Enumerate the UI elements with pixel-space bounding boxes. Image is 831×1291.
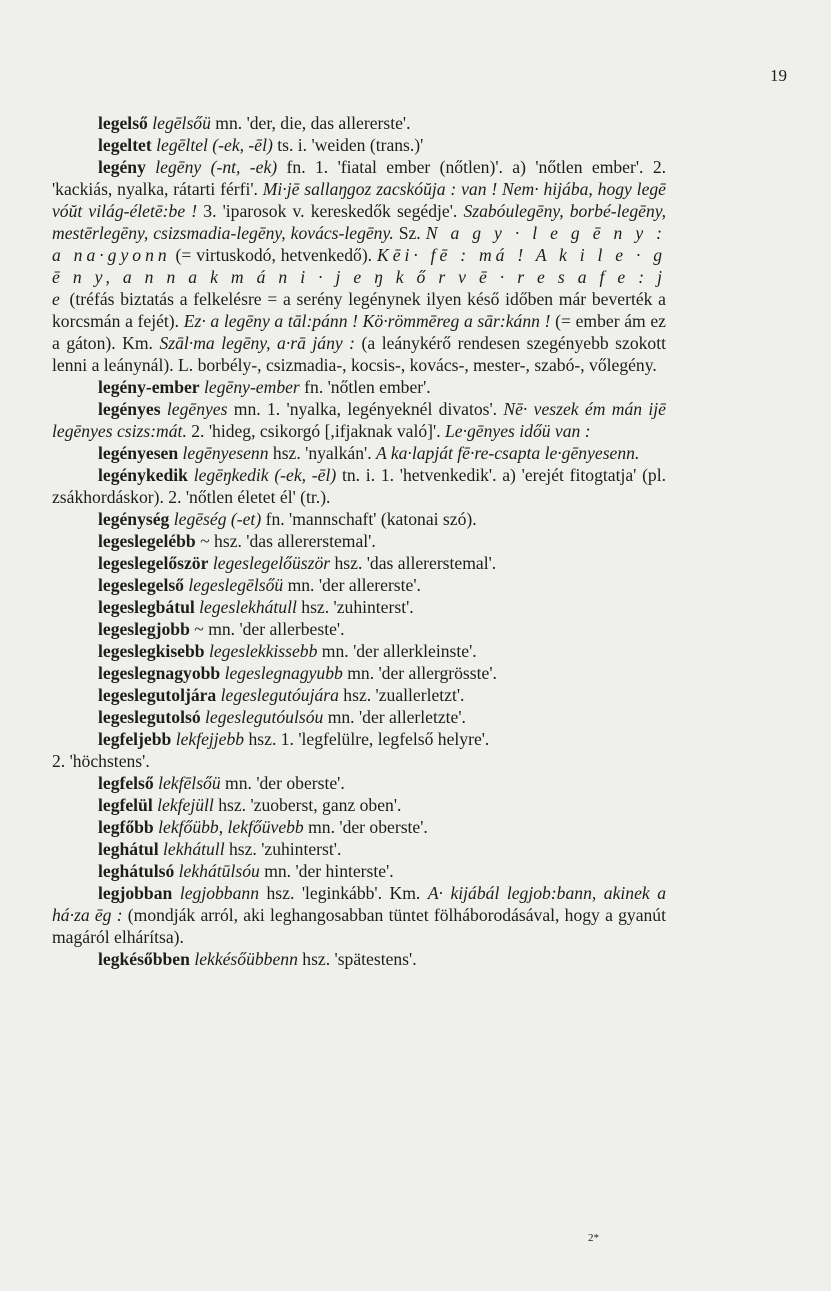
headword: legfelül: [98, 795, 153, 815]
entry-text: ts. i. 'weiden (trans.)': [272, 135, 424, 155]
entry-text: mn. 'der allererste'.: [283, 575, 421, 595]
dialect-form: A· kijábál legjob:bann, akinek a há·za ēg :: [52, 883, 666, 925]
dialect-form: Nē· veszek ém mán ijē legēnyes csizs:mát.: [52, 399, 666, 441]
dialect-form: legeslekkissebb: [208, 641, 318, 661]
dialect-form: lekfejjebb: [175, 729, 245, 749]
headword: legeslegelső: [98, 575, 184, 595]
entry-text: hsz. 'spätestens'.: [297, 949, 417, 969]
headword: legjobban: [98, 883, 173, 903]
dictionary-entry: [52, 838, 666, 860]
entry-text: Sz.: [393, 223, 426, 243]
dialect-form: legēség (-et): [173, 509, 262, 529]
dialect-form: legēlsőü: [152, 113, 211, 133]
dialect-form: legeslegutóulsóu: [205, 707, 324, 727]
dictionary-entry: [52, 112, 666, 134]
entry-text: mn. 'der allerletzte'.: [323, 707, 466, 727]
dialect-form: Szabóulegēny, borbé-legēny, mestērlegēny, csizsmadia-legēny, kovács-legēny.: [52, 201, 666, 243]
headword: legeslegkisebb: [98, 641, 205, 661]
dictionary-entry: [52, 662, 666, 684]
dictionary-entry: [52, 948, 666, 970]
dictionary-entry: [52, 464, 666, 508]
dictionary-entry: [52, 750, 666, 772]
entry-text: ~ mn. 'der allerbeste'.: [189, 619, 345, 639]
dialect-form: legeslegēlsőü: [188, 575, 284, 595]
dialect-form: legjobbann: [179, 883, 259, 903]
dialect-form: legēnyesenn: [182, 443, 269, 463]
dictionary-entry: [52, 640, 666, 662]
entry-text: hsz. 'zuoberst, ganz oben'.: [213, 795, 402, 815]
dictionary-entry: [52, 618, 666, 640]
dialect-form: legēŋkedik (-ek, -ēl): [193, 465, 337, 485]
dialect-form: lekkésőübbenn: [194, 949, 298, 969]
dictionary-entry: [52, 684, 666, 706]
entry-text: fn. 'nőtlen ember'.: [299, 377, 431, 397]
dialect-form: legeslekhátull: [199, 597, 297, 617]
entry-text: ~ hsz. 'das allererstemal'.: [195, 531, 376, 551]
dialect-form: legeslegutóujára: [220, 685, 339, 705]
entry-text: [172, 883, 180, 903]
dialect-form: lekfēlsőü: [158, 773, 221, 793]
headword: legfeljebb: [98, 729, 172, 749]
entry-text: mn. 'der allergrösste'.: [342, 663, 497, 683]
entry-text: [146, 157, 155, 177]
headword: leghátulsó: [98, 861, 175, 881]
entry-text: (mondják arról, aki leghangosabban tüntet fölháborodásával, hogy a gyanút magáról elhárítsa).: [52, 905, 666, 947]
dictionary-entry: [52, 134, 666, 156]
dialect-form: lekhátūlsóu: [178, 861, 260, 881]
headword: legény-ember: [98, 377, 200, 397]
entry-text: hsz. 'leginkább'. Km.: [259, 883, 428, 903]
headword: legeslegelőször: [98, 553, 209, 573]
spaced-proverb: Kēi· fē : má ! A k i l e · g ē n y, a n n a k m á n i · j e ŋ k ő r v ē · r e s a f e : j e: [52, 245, 667, 309]
dictionary-entry: [52, 574, 666, 596]
entry-text: (= ember ám ez a gáton). Km.: [52, 311, 666, 353]
headword: legelső: [98, 113, 148, 133]
headword: legénykedik: [98, 465, 188, 485]
dialect-form: Le·gēnyes időü van :: [445, 421, 591, 441]
entry-text: mn. 'der oberste'.: [303, 817, 428, 837]
dictionary-entries: [52, 112, 666, 970]
dictionary-entry: [52, 728, 666, 750]
entry-text: mn. 'der allerkleinste'.: [317, 641, 477, 661]
entry-text: (= virtuskodó, hetvenkedő).: [170, 245, 377, 265]
dialect-form: Szāl·ma legēny, a·rā jány :: [159, 333, 356, 353]
headword: legeslegutolsó: [98, 707, 201, 727]
headword: legeltet: [98, 135, 152, 155]
headword: legeslegjobb: [98, 619, 190, 639]
dialect-form: legēnyes: [166, 399, 228, 419]
headword: legeslegutoljára: [98, 685, 217, 705]
dialect-form: lekfőübb, lekfőüvebb: [158, 817, 304, 837]
entry-text: hsz. 'nyalkán'.: [268, 443, 376, 463]
dialect-form: Ez· a legēny a tāl:pánn ! Kö·römmēreg a sār:kánn !: [183, 311, 551, 331]
headword: legfőbb: [98, 817, 154, 837]
dialect-form: legēny (-nt, -ek): [155, 157, 278, 177]
entry-text: mn. 'der hinterste'.: [259, 861, 394, 881]
entry-text: tn. i. 1. 'hetvenkedik'. a) 'erejét fitogtatja' (pl. zsákhordáskor). 2. 'nőtlen életet él' (tr.).: [52, 465, 667, 507]
headword: legkésőbben: [98, 949, 190, 969]
entry-text: mn. 'der oberste'.: [220, 773, 345, 793]
entry-text: hsz. 'das allererstemal'.: [330, 553, 497, 573]
dialect-form: lekhátull: [163, 839, 225, 859]
headword: legényes: [98, 399, 161, 419]
entry-text: hsz. 1. 'legfelülre, legfelső helyre'.: [244, 729, 490, 749]
headword: legeslegbátul: [98, 597, 195, 617]
dictionary-entry: [52, 552, 666, 574]
headword: legényesen: [98, 443, 179, 463]
dialect-form: legeslegelőüször: [212, 553, 331, 573]
dictionary-entry: [52, 156, 666, 376]
dictionary-entry: [52, 508, 666, 530]
headword: legeslegnagyobb: [98, 663, 221, 683]
signature-mark: 2*: [588, 1232, 599, 1244]
spaced-proverb: N a g y · l e g ē n y : a na·gyonn: [52, 223, 666, 265]
dialect-form: Mi·jē sallaŋgoz zacskóŭja : van ! Nem· hijába, hogy legē vóŭt világ-életē:be !: [52, 179, 666, 221]
entry-text: hsz. 'zuhinterst'.: [296, 597, 414, 617]
entry-text: hsz. 'zuhinterst'.: [224, 839, 342, 859]
dictionary-entry: [52, 596, 666, 618]
dialect-form: A ka·lapját fē·re-csapta le·gēnyesenn.: [376, 443, 640, 463]
dictionary-entry: [52, 530, 666, 552]
headword: leghátul: [98, 839, 159, 859]
entry-text: fn. 'mannschaft' (katonai szó).: [261, 509, 477, 529]
entry-text: hsz. 'zuallerletzt'.: [338, 685, 465, 705]
dictionary-entry: [52, 442, 666, 464]
dictionary-entry: [52, 794, 666, 816]
entry-text: mn. 1. 'nyalka, legényeknél divatos'.: [227, 399, 504, 419]
dictionary-entry: [52, 706, 666, 728]
entry-text: 3. 'iparosok v. kereskedők segédje'.: [203, 201, 464, 221]
dictionary-entry: [52, 772, 666, 794]
dictionary-entry: [52, 398, 666, 442]
page-number: 19: [770, 66, 787, 85]
entry-text: fn. 1. 'fiatal ember (nőtlen)'. a) 'nőtlen ember'. 2. 'kackiás, nyalka, rátarti férfi'.: [52, 157, 667, 199]
dictionary-entry: [52, 882, 666, 948]
entry-text: (a leánykérő rendesen szegényebb szokott lenni a leánynál). L. borbély-, csizmadia-, kocsis-, kovács-, mester-, szabó-, vőlegény.: [52, 333, 667, 375]
dictionary-entry: [52, 816, 666, 838]
headword: legeslegelébb: [98, 531, 196, 551]
dictionary-entry: [52, 376, 666, 398]
dialect-form: lekfejüll: [157, 795, 214, 815]
entry-text: mn. 'der, die, das allererste'.: [210, 113, 411, 133]
dictionary-entry: [52, 860, 666, 882]
headword: legfelső: [98, 773, 154, 793]
entry-text: 2. 'hideg, csikorgó [,ifjaknak való]'.: [186, 421, 445, 441]
dialect-form: legeslegnagyubb: [224, 663, 343, 683]
entry-text: (tréfás biztatás a felkelésre = a serény legénynek ilyen késő időben már beverték a korcsmán a fejét).: [52, 289, 666, 331]
headword: legény: [98, 157, 146, 177]
dialect-form: legēltel (-ek, -ēl): [156, 135, 273, 155]
entry-text: 2. 'höchstens'.: [52, 751, 150, 771]
dialect-form: legēny-ember: [204, 377, 300, 397]
headword: legénység: [98, 509, 170, 529]
